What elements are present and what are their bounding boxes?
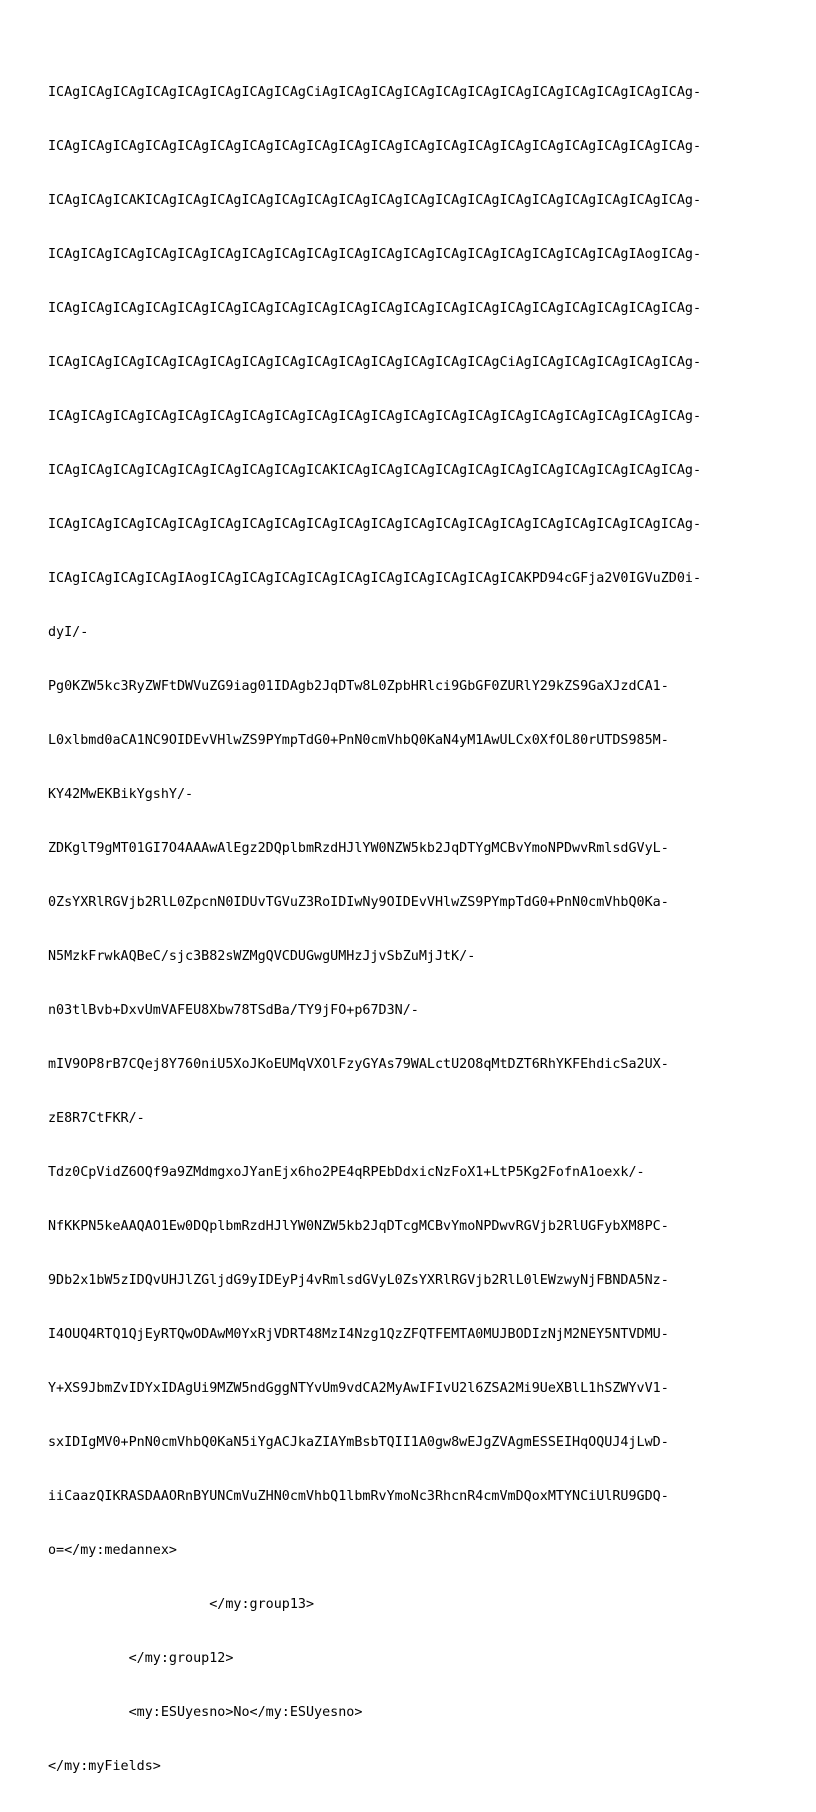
document-page [48,48,768,1774]
text-line: ICAgICAgICAgICAgICAgICAgICAgICAgICAgICAgICAgICAgICAgICAgICAgICAgICAgICAgICAgICAg- [48,409,702,424]
text-line: Pg0KZW5kc3RyZWFtDWVuZG9iag01IDAgb2JqDTw8L0ZpbHRlci9GbGF0ZURlY29kZS9GaXJzdCA1- [48,679,669,694]
text-line: ICAgICAgICAgICAgICAgICAgICAgICAgCiAgICAgICAgICAgICAgICAgICAgICAgICAgICAgICAgICAg- [48,85,702,100]
text-line: iiCaazQIKRASDAAORnBYUNCmVuZHN0cmVhbQ1lbmRvYmoNc3RhcnR4cmVmDQoxMTYNCiUlRU9GDQ- [48,1489,669,1504]
text-line: o=</my:medannex> [48,1543,177,1558]
text-line: KY42MwEKBikYgshY/- [48,787,194,802]
text-line: ICAgICAgICAgICAgICAgICAgICAgICAgICAgICAgICAgICAgICAgICAgICAgICAgICAgICAgICAgICAg- [48,139,702,154]
text-line: Tdz0CpVidZ6OQf9a9ZMdmgxoJYanEjx6ho2PE4qRPEbDdxicNzFoX1+LtP5Kg2FofnA1oexk/- [48,1165,645,1180]
text-line: ICAgICAgICAgICAgICAgICAgICAgICAgICAKICAgICAgICAgICAgICAgICAgICAgICAgICAgICAgICAg- [48,463,702,478]
text-line: L0xlbmd0aCA1NC9OIDEvVHlwZS9PYmpTdG0+PnN0cmVhbQ0KaN4yM1AwULCx0XfOL80rUTDS985M- [48,733,669,748]
text-line: N5MzkFrwkAQBeC/sjc3B82sWZMgQVCDUGwgUMHzJjvSbZuMjJtK/- [48,949,476,964]
text-line: mIV9OP8rB7CQej8Y760niU5XoJKoEUMqVXOlFzyGYAs79WALctU2O8qMtDZT6RhYKFEhdicSa2UX- [48,1057,669,1072]
text-line: </my:myFields> [48,1759,161,1774]
text-line: n03tlBvb+DxvUmVAFEU8Xbw78TSdBa/TY9jFO+p67D3N/- [48,1003,419,1018]
text-line: I4OUQ4RTQ1QjEyRTQwODAwM0YxRjVDRT48MzI4Nzg1QzZFQTFEMTA0MUJBODIzNjM2NEY5NTVDMU- [48,1327,669,1342]
text-line: 9Db2x1bW5zIDQvUHJlZGljdG9yIDEyPj4vRmlsdGVyL0ZsYXRlRGVjb2RlL0lEWzwyNjFBNDA5Nz- [48,1273,669,1288]
text-line: Y+XS9JbmZvIDYxIDAgUi9MZW5ndGggNTYvUm9vdCA2MyAwIFIvU2l6ZSA2Mi9UeXBlL1hSZWYvV1- [48,1381,669,1396]
text-line: </my:group12> [48,1651,234,1666]
text-line: zE8R7CtFKR/- [48,1111,145,1126]
text-line: 0ZsYXRlRGVjb2RlL0ZpcnN0IDUvTGVuZ3RoIDIwNy9OIDEvVHlwZS9PYmpTdG0+PnN0cmVhbQ0Ka- [48,895,669,910]
text-line: ICAgICAgICAgICAgIAogICAgICAgICAgICAgICAgICAgICAgICAgICAgICAKPD94cGFja2V0IGVuZD0i- [48,571,702,586]
text-line: ICAgICAgICAKICAgICAgICAgICAgICAgICAgICAgICAgICAgICAgICAgICAgICAgICAgICAgICAgICAg- [48,193,702,208]
xml-text-block [48,48,768,1812]
text-line: NfKKPN5keAAQAO1Ew0DQplbmRzdHJlYW0NZW5kb2JqDTcgMCBvYmoNPDwvRGVjb2RlUGFybXM8PC- [48,1219,669,1234]
text-line: ICAgICAgICAgICAgICAgICAgICAgICAgICAgICAgICAgICAgICAgICAgICAgICAgICAgICAgICAgICAg- [48,301,702,316]
text-line: sxIDIgMV0+PnN0cmVhbQ0KaN5iYgACJkaZIAYmBsbTQII1A0gw8wEJgZVAgmESSEIHqOQUJ4jLwD- [48,1435,669,1450]
text-line: ICAgICAgICAgICAgICAgICAgICAgICAgICAgICAgICAgICAgICAgICAgICAgICAgICAgICAgICAgICAg- [48,517,702,532]
text-line: </my:group13> [48,1597,315,1612]
text-line: ICAgICAgICAgICAgICAgICAgICAgICAgICAgICAgICAgICAgICAgICAgICAgICAgICAgICAgIAogICAg- [48,247,702,262]
text-line: <my:ESUyesno>No</my:ESUyesno> [48,1705,363,1720]
text-line: dyI/- [48,625,89,640]
text-line: ZDKglT9gMT01GI7O4AAAwAlEgz2DQplbmRzdHJlYW0NZW5kb2JqDTYgMCBvYmoNPDwvRmlsdGVyL- [48,841,669,856]
text-line: ICAgICAgICAgICAgICAgICAgICAgICAgICAgICAgICAgICAgICAgICAgCiAgICAgICAgICAgICAgICAg- [48,355,702,370]
